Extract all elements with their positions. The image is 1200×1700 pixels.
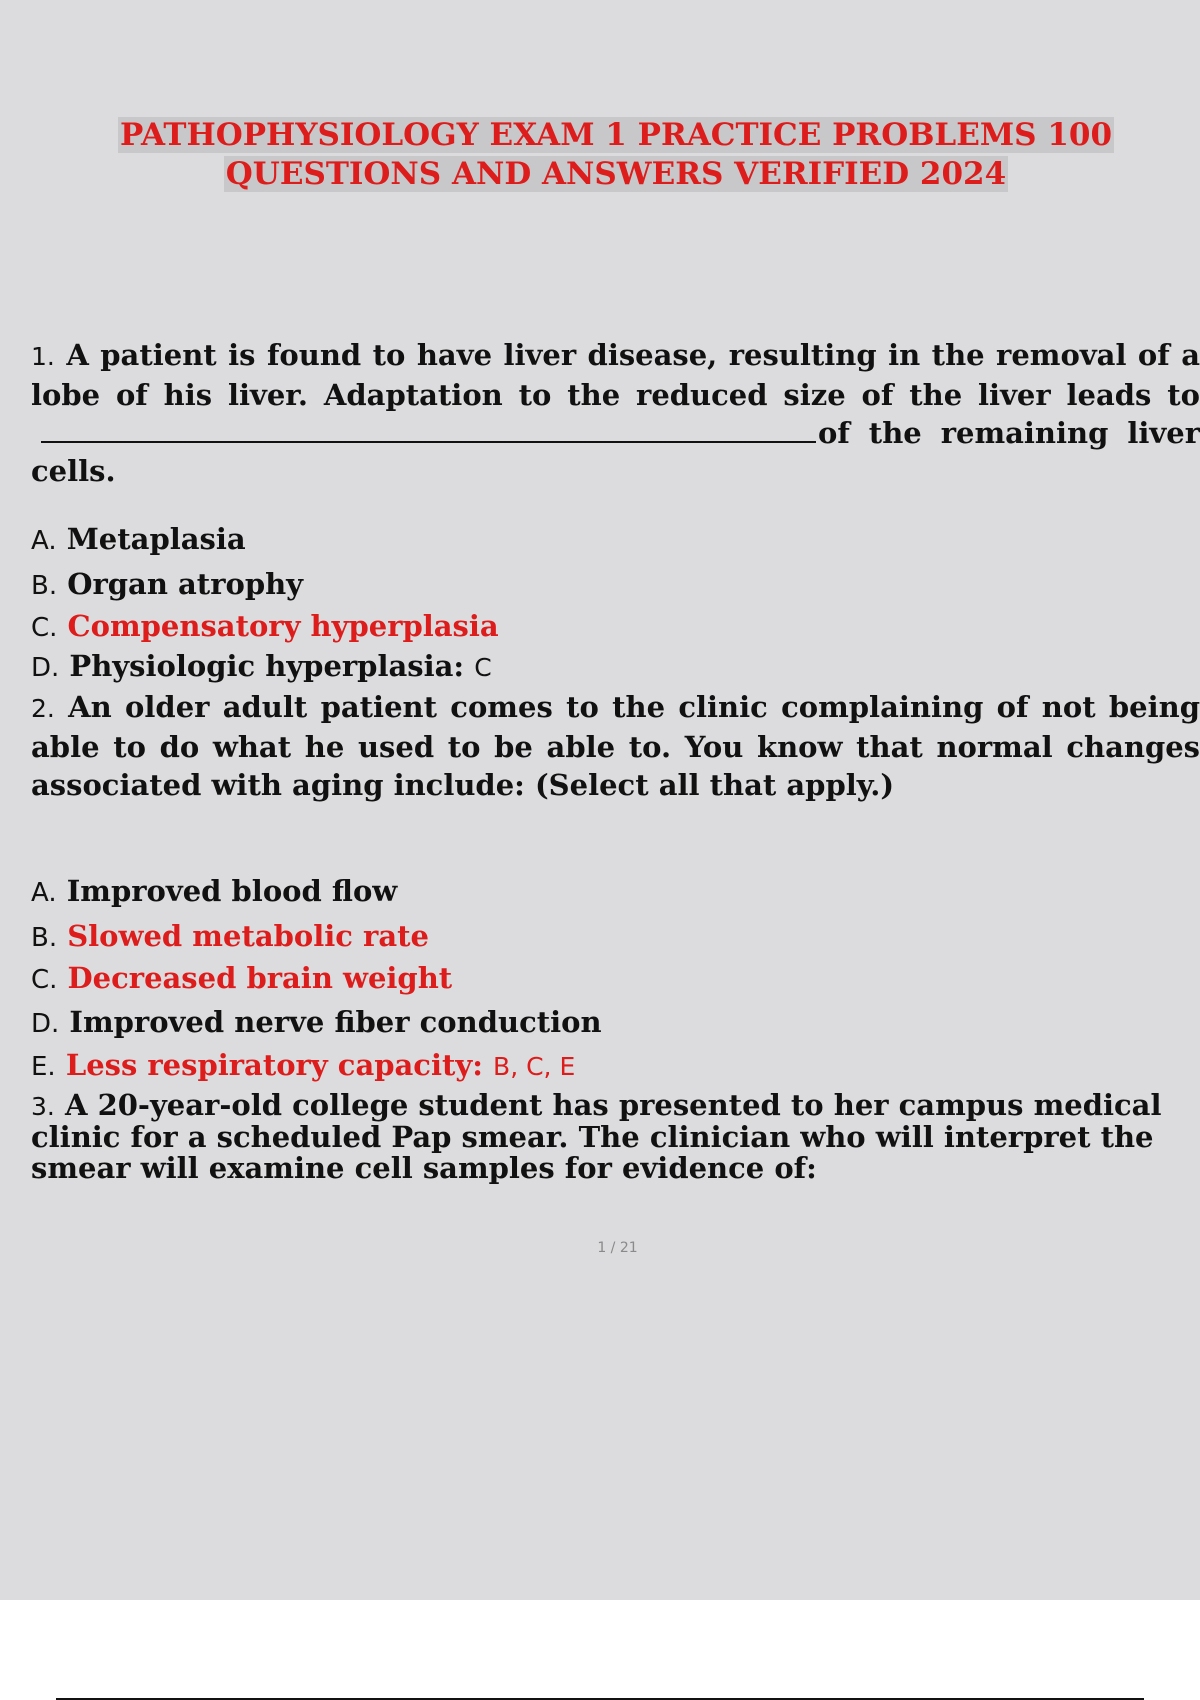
option-letter: A. (31, 878, 57, 908)
option-text: Organ atrophy (67, 567, 304, 601)
option-letter: D. (31, 1009, 60, 1039)
option-letter: D. (31, 653, 60, 683)
question-text: An older adult patient comes to the clinic complaining of not being able to do what he used to be able to. You know that normal changes associated with aging include: (Select all that apply.) (31, 690, 1200, 802)
question-1 (31, 336, 1200, 490)
question-number: 2. (31, 694, 55, 723)
option-text: Improved blood flow (66, 874, 398, 908)
option-letter: C. (31, 965, 58, 995)
answer-key: B, C, E (493, 1052, 576, 1081)
title-line-1: PATHOPHYSIOLOGY EXAM 1 PRACTICE PROBLEMS 100 (119, 117, 1113, 153)
option-1a (31, 521, 246, 559)
question-text: A patient is found to have liver disease, resulting in the removal of a lobe of his liver. Adaptation to the reduced size of the liver leads to (31, 338, 1200, 412)
option-2a (31, 873, 397, 911)
option-1b (31, 566, 303, 604)
option-2e (31, 1047, 575, 1085)
option-text-correct: Less respiratory capacity: (65, 1048, 483, 1082)
option-1c (31, 608, 499, 646)
answer-blank (41, 415, 816, 443)
option-2c (31, 960, 452, 998)
option-letter: B. (31, 923, 58, 953)
option-2d (31, 1004, 602, 1042)
question-number: 3. (31, 1092, 55, 1121)
option-letter: C. (31, 613, 58, 643)
document-title (60, 116, 1172, 194)
option-2b (31, 918, 429, 956)
option-text-correct: Slowed metabolic rate (67, 919, 429, 953)
option-1d (31, 648, 492, 686)
option-letter: A. (31, 526, 57, 556)
question-text-continued: of the remaining liver cells. (31, 416, 1200, 488)
option-text: Physiologic hyperplasia: (69, 649, 465, 683)
option-text-correct: Decreased brain weight (67, 961, 453, 995)
option-text: Improved nerve fiber conduction (69, 1005, 602, 1039)
question-text: A 20-year-old college student has presented to her campus medical clinic for a scheduled Pap smear. The clinician who will interpret the smear will examine cell samples for evidence of: (31, 1088, 1162, 1185)
answer-key: C (474, 653, 492, 682)
title-line-2: QUESTIONS AND ANSWERS VERIFIED 2024 (225, 156, 1007, 192)
question-number: 1. (31, 342, 55, 371)
option-letter: B. (31, 571, 58, 601)
option-letter: E. (31, 1052, 56, 1082)
option-text: Metaplasia (66, 522, 246, 556)
page-indicator: 1 / 21 (597, 1240, 638, 1256)
option-text-correct: Compensatory hyperplasia (67, 609, 499, 643)
question-2 (31, 688, 1200, 804)
question-3 (31, 1090, 1196, 1184)
